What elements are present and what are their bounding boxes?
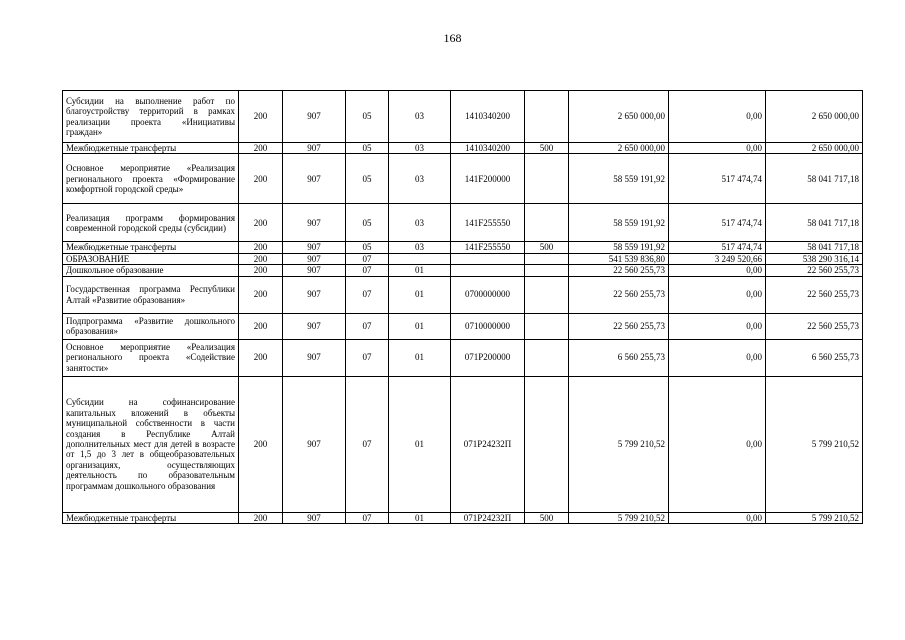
value-cell-3: 22 560 255,73 [766, 276, 863, 313]
code-cell-2: 907 [283, 204, 346, 242]
code-cell-3: 07 [346, 339, 389, 376]
value-cell-2: 0,00 [669, 143, 766, 154]
code-cell-1: 200 [239, 91, 283, 143]
code-cell-1: 200 [239, 512, 283, 523]
code-cell-6 [525, 204, 569, 242]
code-cell-4: 03 [389, 91, 451, 143]
code-cell-6 [525, 154, 569, 204]
code-cell-3: 05 [346, 154, 389, 204]
value-cell-3: 5 799 210,52 [766, 376, 863, 512]
table-row [63, 512, 863, 523]
value-cell-1: 5 799 210,52 [569, 376, 669, 512]
value-cell-3: 2 650 000,00 [766, 143, 863, 154]
value-cell-3: 58 041 717,18 [766, 204, 863, 242]
code-cell-4: 01 [389, 339, 451, 376]
value-cell-3: 58 041 717,18 [766, 242, 863, 253]
value-cell-1: 5 799 210,52 [569, 512, 669, 523]
table-row [63, 143, 863, 154]
table-row [63, 204, 863, 242]
value-cell-2: 0,00 [669, 512, 766, 523]
row-name-cell: ОБРАЗОВАНИЕ [63, 253, 239, 264]
table-row [63, 154, 863, 204]
code-cell-4: 03 [389, 154, 451, 204]
table-row [63, 253, 863, 264]
value-cell-1: 22 560 255,73 [569, 276, 669, 313]
code-cell-4: 01 [389, 313, 451, 339]
value-cell-2: 517 474,74 [669, 154, 766, 204]
value-cell-1: 6 560 255,73 [569, 339, 669, 376]
row-name-cell: Основное мероприятие «Реализация регионального проекта «Содействие занятости» [63, 339, 239, 376]
code-cell-5: 141F255550 [451, 242, 525, 253]
value-cell-2: 517 474,74 [669, 242, 766, 253]
code-cell-3: 07 [346, 276, 389, 313]
code-cell-6 [525, 253, 569, 264]
code-cell-1: 200 [239, 339, 283, 376]
code-cell-4 [389, 253, 451, 264]
code-cell-1: 200 [239, 204, 283, 242]
code-cell-1: 200 [239, 143, 283, 154]
row-name-cell: Основное мероприятие «Реализация регионального проекта «Формирование комфортной городской среды» [63, 154, 239, 204]
code-cell-3: 07 [346, 376, 389, 512]
code-cell-4: 01 [389, 376, 451, 512]
code-cell-6: 500 [525, 512, 569, 523]
value-cell-1: 2 650 000,00 [569, 91, 669, 143]
code-cell-6 [525, 91, 569, 143]
code-cell-2: 907 [283, 242, 346, 253]
row-name-cell: Субсидии на выполнение работ по благоустройству территорий в рамках реализации проекта «Инициативы граждан» [63, 91, 239, 143]
code-cell-5: 1410340200 [451, 91, 525, 143]
value-cell-3: 22 560 255,73 [766, 265, 863, 276]
code-cell-2: 907 [283, 313, 346, 339]
code-cell-3: 07 [346, 265, 389, 276]
code-cell-2: 907 [283, 265, 346, 276]
code-cell-2: 907 [283, 91, 346, 143]
code-cell-5: 071P24232П [451, 376, 525, 512]
code-cell-1: 200 [239, 154, 283, 204]
row-name-cell: Субсидии на софинансирование капитальных вложений в объекты муниципальной собственности в части создания в Республике Алтай дополнительных мест для детей в возрасте от 1,5 до 3 лет в общеобразовательных организациях, осуществляющих деятельность по образовательным программам дошкольного образования [63, 376, 239, 512]
value-cell-2: 0,00 [669, 91, 766, 143]
table-row [63, 276, 863, 313]
code-cell-4: 01 [389, 512, 451, 523]
row-name-cell: Подпрограмма «Развитие дошкольного образования» [63, 313, 239, 339]
value-cell-1: 58 559 191,92 [569, 204, 669, 242]
code-cell-3: 05 [346, 143, 389, 154]
row-name-cell: Межбюджетные трансферты [63, 512, 239, 523]
value-cell-3: 538 290 316,14 [766, 253, 863, 264]
code-cell-2: 907 [283, 154, 346, 204]
table-row [63, 91, 863, 143]
code-cell-5: 071P200000 [451, 339, 525, 376]
code-cell-3: 05 [346, 242, 389, 253]
code-cell-4: 03 [389, 204, 451, 242]
code-cell-5: 1410340200 [451, 143, 525, 154]
code-cell-2: 907 [283, 276, 346, 313]
page-number: 168 [443, 31, 462, 45]
code-cell-5: 0700000000 [451, 276, 525, 313]
row-name-cell: Межбюджетные трансферты [63, 242, 239, 253]
code-cell-4: 01 [389, 276, 451, 313]
value-cell-2: 517 474,74 [669, 204, 766, 242]
value-cell-2: 0,00 [669, 276, 766, 313]
code-cell-5: 0710000000 [451, 313, 525, 339]
code-cell-6: 500 [525, 143, 569, 154]
code-cell-1: 200 [239, 242, 283, 253]
code-cell-2: 907 [283, 512, 346, 523]
code-cell-1: 200 [239, 276, 283, 313]
value-cell-2: 0,00 [669, 376, 766, 512]
table-body [63, 91, 863, 524]
code-cell-1: 200 [239, 265, 283, 276]
row-name-cell: Реализация программ формирования современной городской среды (субсидии) [63, 204, 239, 242]
value-cell-3: 5 799 210,52 [766, 512, 863, 523]
code-cell-6 [525, 265, 569, 276]
code-cell-5: 141F255550 [451, 204, 525, 242]
value-cell-2: 3 249 520,66 [669, 253, 766, 264]
row-name-cell: Дошкольное образование [63, 265, 239, 276]
code-cell-5: 071P24232П [451, 512, 525, 523]
code-cell-5: 141F200000 [451, 154, 525, 204]
code-cell-2: 907 [283, 143, 346, 154]
code-cell-5 [451, 253, 525, 264]
code-cell-3: 07 [346, 512, 389, 523]
code-cell-2: 907 [283, 376, 346, 512]
code-cell-2: 907 [283, 253, 346, 264]
budget-table [62, 90, 863, 524]
value-cell-1: 22 560 255,73 [569, 313, 669, 339]
code-cell-3: 07 [346, 313, 389, 339]
code-cell-6 [525, 339, 569, 376]
value-cell-2: 0,00 [669, 339, 766, 376]
code-cell-1: 200 [239, 313, 283, 339]
value-cell-1: 58 559 191,92 [569, 242, 669, 253]
value-cell-1: 22 560 255,73 [569, 265, 669, 276]
code-cell-1: 200 [239, 376, 283, 512]
value-cell-1: 58 559 191,92 [569, 154, 669, 204]
value-cell-2: 0,00 [669, 265, 766, 276]
code-cell-6 [525, 276, 569, 313]
value-cell-1: 541 539 836,80 [569, 253, 669, 264]
value-cell-3: 58 041 717,18 [766, 154, 863, 204]
value-cell-1: 2 650 000,00 [569, 143, 669, 154]
table-row [63, 242, 863, 253]
table-row [63, 313, 863, 339]
table-row [63, 265, 863, 276]
code-cell-3: 05 [346, 91, 389, 143]
code-cell-5 [451, 265, 525, 276]
code-cell-1: 200 [239, 253, 283, 264]
value-cell-3: 22 560 255,73 [766, 313, 863, 339]
table-row [63, 376, 863, 512]
code-cell-6: 500 [525, 242, 569, 253]
code-cell-6 [525, 313, 569, 339]
code-cell-4: 03 [389, 143, 451, 154]
value-cell-3: 6 560 255,73 [766, 339, 863, 376]
value-cell-3: 2 650 000,00 [766, 91, 863, 143]
code-cell-6 [525, 376, 569, 512]
row-name-cell: Межбюджетные трансферты [63, 143, 239, 154]
table-row [63, 339, 863, 376]
code-cell-2: 907 [283, 339, 346, 376]
code-cell-4: 01 [389, 265, 451, 276]
code-cell-4: 03 [389, 242, 451, 253]
code-cell-3: 07 [346, 253, 389, 264]
code-cell-3: 05 [346, 204, 389, 242]
row-name-cell: Государственная программа Республики Алтай «Развитие образования» [63, 276, 239, 313]
value-cell-2: 0,00 [669, 313, 766, 339]
